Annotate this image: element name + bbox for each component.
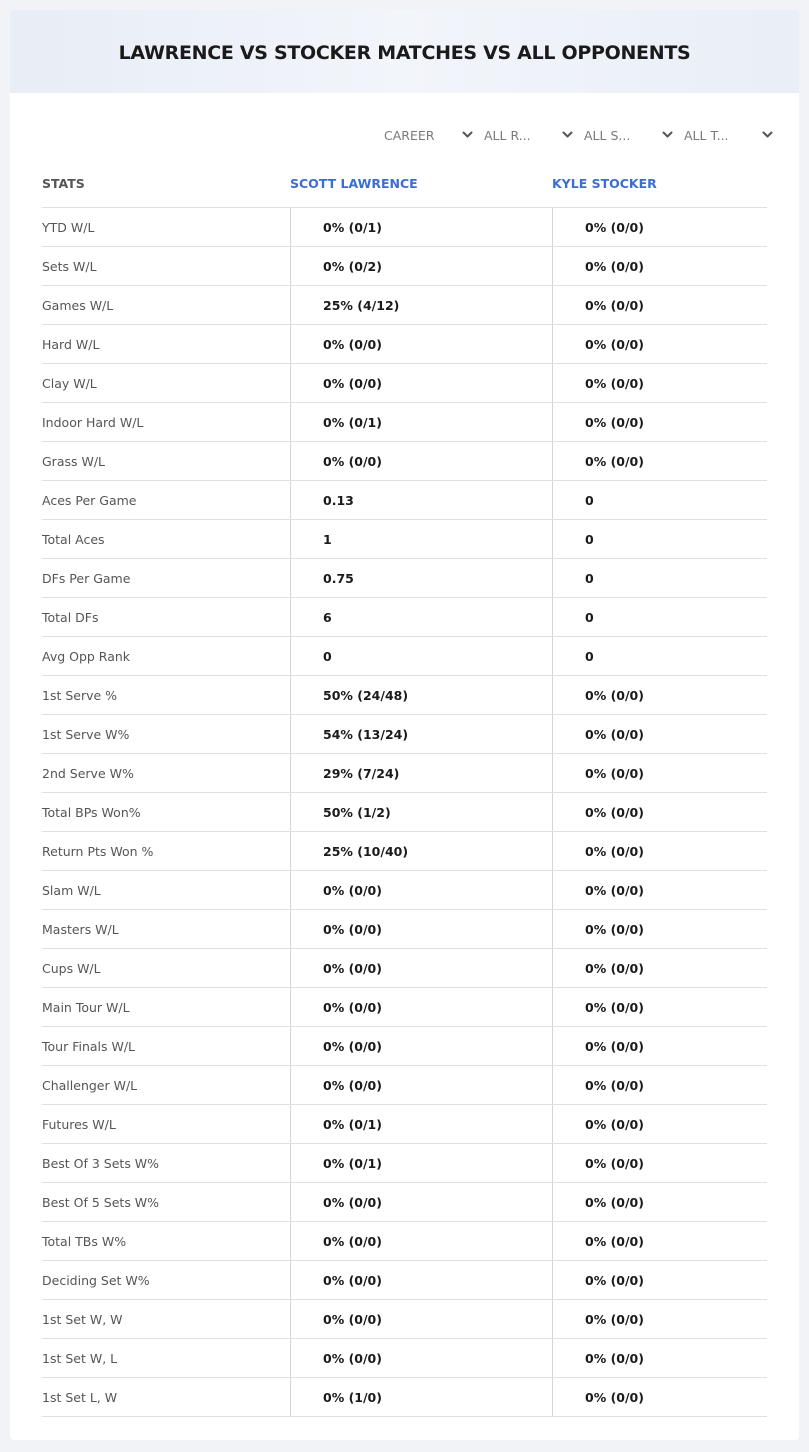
player2-value: 0 bbox=[552, 598, 767, 636]
stat-label: 1st Serve W% bbox=[42, 726, 130, 742]
stat-label: Deciding Set W% bbox=[42, 1272, 150, 1288]
stat-label: Grass W/L bbox=[42, 453, 106, 469]
page-title: LAWRENCE VS STOCKER MATCHES VS ALL OPPONENTS bbox=[118, 41, 691, 64]
player1-value: 0% (0/0) bbox=[290, 325, 552, 363]
table-row bbox=[42, 1222, 767, 1261]
stat-label: Total BPs Won% bbox=[42, 804, 141, 820]
player1-value: 0% (0/0) bbox=[290, 988, 552, 1026]
filter-period-select[interactable] bbox=[375, 126, 475, 144]
player2-value: 0 bbox=[552, 481, 767, 519]
player2-value: 0% (0/0) bbox=[552, 1183, 767, 1221]
chevron-down-icon bbox=[562, 131, 573, 139]
table-row bbox=[42, 949, 767, 988]
table-row bbox=[42, 247, 767, 286]
table-row bbox=[42, 1183, 767, 1222]
filter-label: ALL T... bbox=[684, 127, 729, 143]
player2-value: 0% (0/0) bbox=[552, 1105, 767, 1143]
filter-bar bbox=[375, 126, 775, 144]
player1-value: 0% (0/1) bbox=[290, 1105, 552, 1143]
filter-label: ALL S... bbox=[584, 127, 631, 143]
player1-value: 0% (0/0) bbox=[290, 1261, 552, 1299]
player2-value: 0% (0/0) bbox=[552, 403, 767, 441]
player2-value: 0% (0/0) bbox=[552, 832, 767, 870]
stat-label: 1st Set W, L bbox=[42, 1350, 118, 1366]
player1-value: 0.75 bbox=[290, 559, 552, 597]
player1-value: 1 bbox=[290, 520, 552, 558]
player2-value: 0% (0/0) bbox=[552, 364, 767, 402]
stat-label: Cups W/L bbox=[42, 960, 101, 976]
table-row bbox=[42, 1027, 767, 1066]
player1-value: 0% (0/1) bbox=[290, 208, 552, 246]
table-row bbox=[42, 208, 767, 247]
player1-value: 0% (0/0) bbox=[290, 1183, 552, 1221]
stat-label: Aces Per Game bbox=[42, 492, 137, 508]
table-row bbox=[42, 871, 767, 910]
player1-value: 25% (4/12) bbox=[290, 286, 552, 324]
chevron-down-icon bbox=[762, 131, 773, 139]
table-row bbox=[42, 364, 767, 403]
stat-label: Clay W/L bbox=[42, 375, 97, 391]
filter-label: CAREER bbox=[384, 127, 435, 143]
table-row bbox=[42, 1105, 767, 1144]
table-row bbox=[42, 442, 767, 481]
player1-value: 6 bbox=[290, 598, 552, 636]
player1-value: 50% (1/2) bbox=[290, 793, 552, 831]
player2-value: 0% (0/0) bbox=[552, 1339, 767, 1377]
stat-label: Best Of 3 Sets W% bbox=[42, 1155, 160, 1171]
player2-value: 0% (0/0) bbox=[552, 754, 767, 792]
player1-name-link[interactable]: SCOTT LAWRENCE bbox=[290, 176, 418, 191]
stat-label: Total TBs W% bbox=[42, 1233, 127, 1249]
player2-value: 0% (0/0) bbox=[552, 442, 767, 480]
stats-column-header: STATS bbox=[42, 176, 85, 191]
player2-value: 0% (0/0) bbox=[552, 1027, 767, 1065]
table-row bbox=[42, 520, 767, 559]
filter-tournament-select[interactable] bbox=[675, 126, 775, 144]
table-row bbox=[42, 559, 767, 598]
player1-value: 0% (0/0) bbox=[290, 364, 552, 402]
table-row bbox=[42, 286, 767, 325]
table-row bbox=[42, 325, 767, 364]
player2-value: 0% (0/0) bbox=[552, 988, 767, 1026]
stat-label: Games W/L bbox=[42, 297, 114, 313]
table-row bbox=[42, 1144, 767, 1183]
player1-value: 25% (10/40) bbox=[290, 832, 552, 870]
filter-label: ALL R... bbox=[484, 127, 531, 143]
player1-value: 0% (0/0) bbox=[290, 1027, 552, 1065]
player1-value: 0% (1/0) bbox=[290, 1378, 552, 1416]
player2-value: 0% (0/0) bbox=[552, 1378, 767, 1416]
stat-label: Indoor Hard W/L bbox=[42, 414, 144, 430]
table-row bbox=[42, 637, 767, 676]
table-row bbox=[42, 832, 767, 871]
stat-label: Masters W/L bbox=[42, 921, 119, 937]
player1-value: 50% (24/48) bbox=[290, 676, 552, 714]
player1-value: 0% (0/0) bbox=[290, 442, 552, 480]
filter-round-select[interactable] bbox=[475, 126, 575, 144]
table-row bbox=[42, 793, 767, 832]
stat-label: Sets W/L bbox=[42, 258, 97, 274]
player2-value: 0% (0/0) bbox=[552, 793, 767, 831]
player1-value: 0% (0/2) bbox=[290, 247, 552, 285]
table-body bbox=[42, 208, 767, 1417]
player1-value: 54% (13/24) bbox=[290, 715, 552, 753]
player1-value: 0 bbox=[290, 637, 552, 675]
filter-surface-select[interactable] bbox=[575, 126, 675, 144]
stat-label: Challenger W/L bbox=[42, 1077, 138, 1093]
table-row bbox=[42, 988, 767, 1027]
table-row bbox=[42, 1261, 767, 1300]
table-row bbox=[42, 403, 767, 442]
player2-value: 0% (0/0) bbox=[552, 1066, 767, 1104]
table-row bbox=[42, 598, 767, 637]
player2-value: 0% (0/0) bbox=[552, 715, 767, 753]
player2-value: 0% (0/0) bbox=[552, 286, 767, 324]
player2-value: 0% (0/0) bbox=[552, 325, 767, 363]
stat-label: Slam W/L bbox=[42, 882, 101, 898]
player1-value: 0% (0/1) bbox=[290, 403, 552, 441]
player1-value: 0% (0/0) bbox=[290, 949, 552, 987]
table-header bbox=[42, 160, 767, 208]
player1-value: 0.13 bbox=[290, 481, 552, 519]
table-row bbox=[42, 676, 767, 715]
player2-value: 0% (0/0) bbox=[552, 1222, 767, 1260]
stat-label: Return Pts Won % bbox=[42, 843, 154, 859]
stat-label: Best Of 5 Sets W% bbox=[42, 1194, 160, 1210]
player2-name-link[interactable]: KYLE STOCKER bbox=[552, 176, 657, 191]
table-row bbox=[42, 1378, 767, 1417]
stat-label: Hard W/L bbox=[42, 336, 100, 352]
table-row bbox=[42, 715, 767, 754]
table-row bbox=[42, 1339, 767, 1378]
stat-label: 1st Serve % bbox=[42, 687, 118, 703]
player1-value: 29% (7/24) bbox=[290, 754, 552, 792]
player1-value: 0% (0/0) bbox=[290, 871, 552, 909]
player1-value: 0% (0/0) bbox=[290, 910, 552, 948]
table-row bbox=[42, 1066, 767, 1105]
player2-value: 0% (0/0) bbox=[552, 1261, 767, 1299]
stat-label: 1st Set L, W bbox=[42, 1389, 118, 1405]
table-row bbox=[42, 481, 767, 520]
player1-value: 0% (0/1) bbox=[290, 1144, 552, 1182]
table-row bbox=[42, 1300, 767, 1339]
stat-label: Avg Opp Rank bbox=[42, 648, 131, 664]
player2-value: 0% (0/0) bbox=[552, 1300, 767, 1338]
player2-value: 0 bbox=[552, 637, 767, 675]
player2-value: 0% (0/0) bbox=[552, 676, 767, 714]
chevron-down-icon bbox=[462, 131, 473, 139]
chevron-down-icon bbox=[662, 131, 673, 139]
stat-label: 1st Set W, W bbox=[42, 1311, 123, 1327]
player1-value: 0% (0/0) bbox=[290, 1339, 552, 1377]
player2-value: 0 bbox=[552, 520, 767, 558]
player2-value: 0% (0/0) bbox=[552, 208, 767, 246]
stat-label: YTD W/L bbox=[42, 219, 95, 235]
stat-label: Tour Finals W/L bbox=[42, 1038, 136, 1054]
player2-value: 0% (0/0) bbox=[552, 910, 767, 948]
stat-label: 2nd Serve W% bbox=[42, 765, 134, 781]
player2-value: 0% (0/0) bbox=[552, 247, 767, 285]
stat-label: Total Aces bbox=[42, 531, 105, 547]
stat-label: Total DFs bbox=[42, 609, 99, 625]
table-row bbox=[42, 910, 767, 949]
stat-label: Main Tour W/L bbox=[42, 999, 130, 1015]
stats-card bbox=[10, 10, 799, 1440]
stat-label: DFs Per Game bbox=[42, 570, 131, 586]
player1-value: 0% (0/0) bbox=[290, 1222, 552, 1260]
stats-table bbox=[42, 160, 767, 1417]
player2-value: 0 bbox=[552, 559, 767, 597]
player2-value: 0% (0/0) bbox=[552, 1144, 767, 1182]
player2-value: 0% (0/0) bbox=[552, 949, 767, 987]
player1-value: 0% (0/0) bbox=[290, 1300, 552, 1338]
card-header bbox=[10, 10, 799, 93]
player2-value: 0% (0/0) bbox=[552, 871, 767, 909]
stat-label: Futures W/L bbox=[42, 1116, 116, 1132]
table-row bbox=[42, 754, 767, 793]
player1-value: 0% (0/0) bbox=[290, 1066, 552, 1104]
